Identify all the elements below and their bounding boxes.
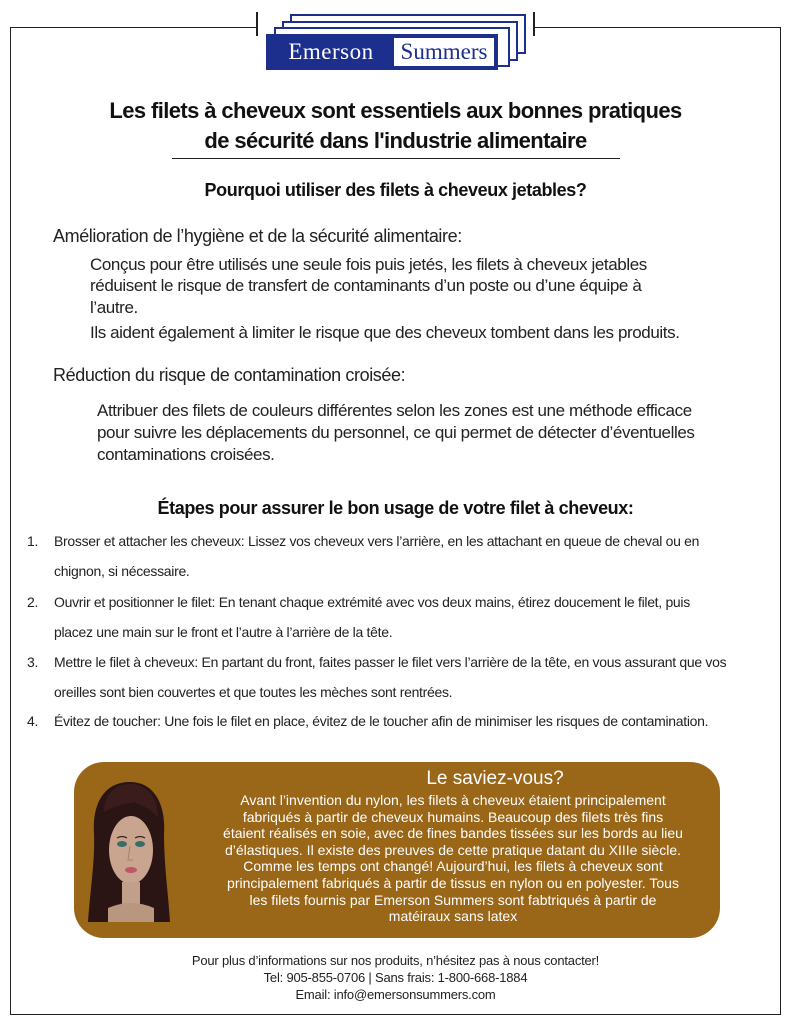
step-number: 4. — [27, 713, 39, 729]
fact-line: matéiraux sans latex — [388, 908, 518, 925]
logo-word-summers: Summers — [394, 38, 494, 66]
footer-phone: Tel: 905-855-0706 | Sans frais: 1-800-668-1884 — [263, 970, 528, 985]
border-tick-left — [256, 12, 258, 36]
step-line: Brosser et attacher les cheveux: Lissez vos cheveux vers l’arrière, en les attachant en queue de cheval ou en — [54, 533, 700, 549]
hygiene-line-1: Conçus pour être utilisés une seule fois puis jetés, les filets à cheveux jetables — [90, 255, 647, 274]
step-line: Ouvrir et positionner le filet: En tenant chaque extrémité avec vos deux mains, étirez doucement le filet, puis — [54, 594, 690, 610]
logo-word-emerson: Emerson — [288, 39, 374, 64]
cross-line-3: contaminations croisées. — [97, 445, 275, 464]
hygiene-line-3: l’autre. — [90, 298, 138, 317]
page-title-line-2: de sécurité dans l'industrie alimentaire — [204, 128, 587, 153]
footer-email: Email: info@emersonsummers.com — [295, 987, 496, 1002]
step-line: Mettre le filet à cheveux: En partant du front, faites passer le filet vers l’arrière de la tête, en vous assurant que vos — [54, 654, 727, 670]
step-number: 1. — [27, 533, 39, 549]
cross-line-2: pour suivre les déplacements du personnel, ce qui permet de détecter d’éventuelles — [97, 423, 695, 442]
hygiene-line-4: Ils aident également à limiter le risque que des cheveux tombent dans les produits. — [90, 323, 680, 342]
hygiene-heading: Amélioration de l’hygiène et de la sécurité alimentaire: — [53, 226, 462, 246]
fact-line: principalement fabriqués à partir de tissus en nylon ou en polyester. Tous — [227, 874, 679, 891]
why-heading: Pourquoi utiliser des filets à cheveux jetables? — [204, 180, 587, 200]
mannequin-head-image — [84, 778, 174, 928]
cross-contamination-heading: Réduction du risque de contamination croisée: — [53, 365, 406, 385]
step-line: placez une main sur le front et l’autre à l’arrière de la tête. — [54, 624, 393, 640]
step-line: chignon, si nécessaire. — [54, 563, 190, 579]
fact-line: d’élastiques. Il existe des preuves de cette pratique datant du XIIIe siècle. — [224, 841, 682, 858]
step-line: oreilles sont bien couvertes et que toutes les mèches sont rentrées. — [54, 684, 453, 700]
footer-contact-invite: Pour plus d’informations sur nos produits, n’hésitez pas à nous contacter! — [191, 953, 600, 968]
step-number: 2. — [27, 594, 39, 610]
fact-title: Le saviez-vous? — [426, 768, 564, 789]
fact-line: les filets fournis par Emerson Summers sont fabtriqués à partir de — [249, 891, 657, 908]
step-number: 3. — [27, 654, 39, 670]
fact-line: Comme les temps ont changé! Aujourd’hui, les filets à cheveux sont — [243, 858, 663, 875]
hygiene-line-2: réduisent le risque de transfert de contaminants d’un poste ou d’une équipe à — [90, 276, 642, 295]
fact-line: étaient réalisés en soie, avec de fines bandes tissées sur les bords au lieu — [223, 825, 683, 842]
title-underline — [172, 158, 620, 159]
emerson-summers-logo — [266, 14, 528, 82]
fact-line: fabriqués à partir de cheveux humains. Beaucoup des filets très fins — [242, 808, 664, 825]
fact-line: Avant l’invention du nylon, les filets à cheveux étaient principalement — [240, 792, 666, 808]
step-line: Évitez de toucher: Une fois le filet en place, évitez de le toucher afin de minimiser les risques de contamination. — [54, 713, 709, 729]
page-title-line-1: Les filets à cheveux sont essentiels aux bonnes pratiques — [109, 98, 682, 123]
fact-body — [194, 792, 712, 925]
steps-heading: Étapes pour assurer le bon usage de votre filet à cheveux: — [157, 498, 634, 518]
border-tick-right — [533, 12, 535, 36]
cross-line-1: Attribuer des filets de couleurs différentes selon les zones est une méthode efficace — [97, 401, 692, 420]
logo-main-plate — [266, 34, 498, 70]
